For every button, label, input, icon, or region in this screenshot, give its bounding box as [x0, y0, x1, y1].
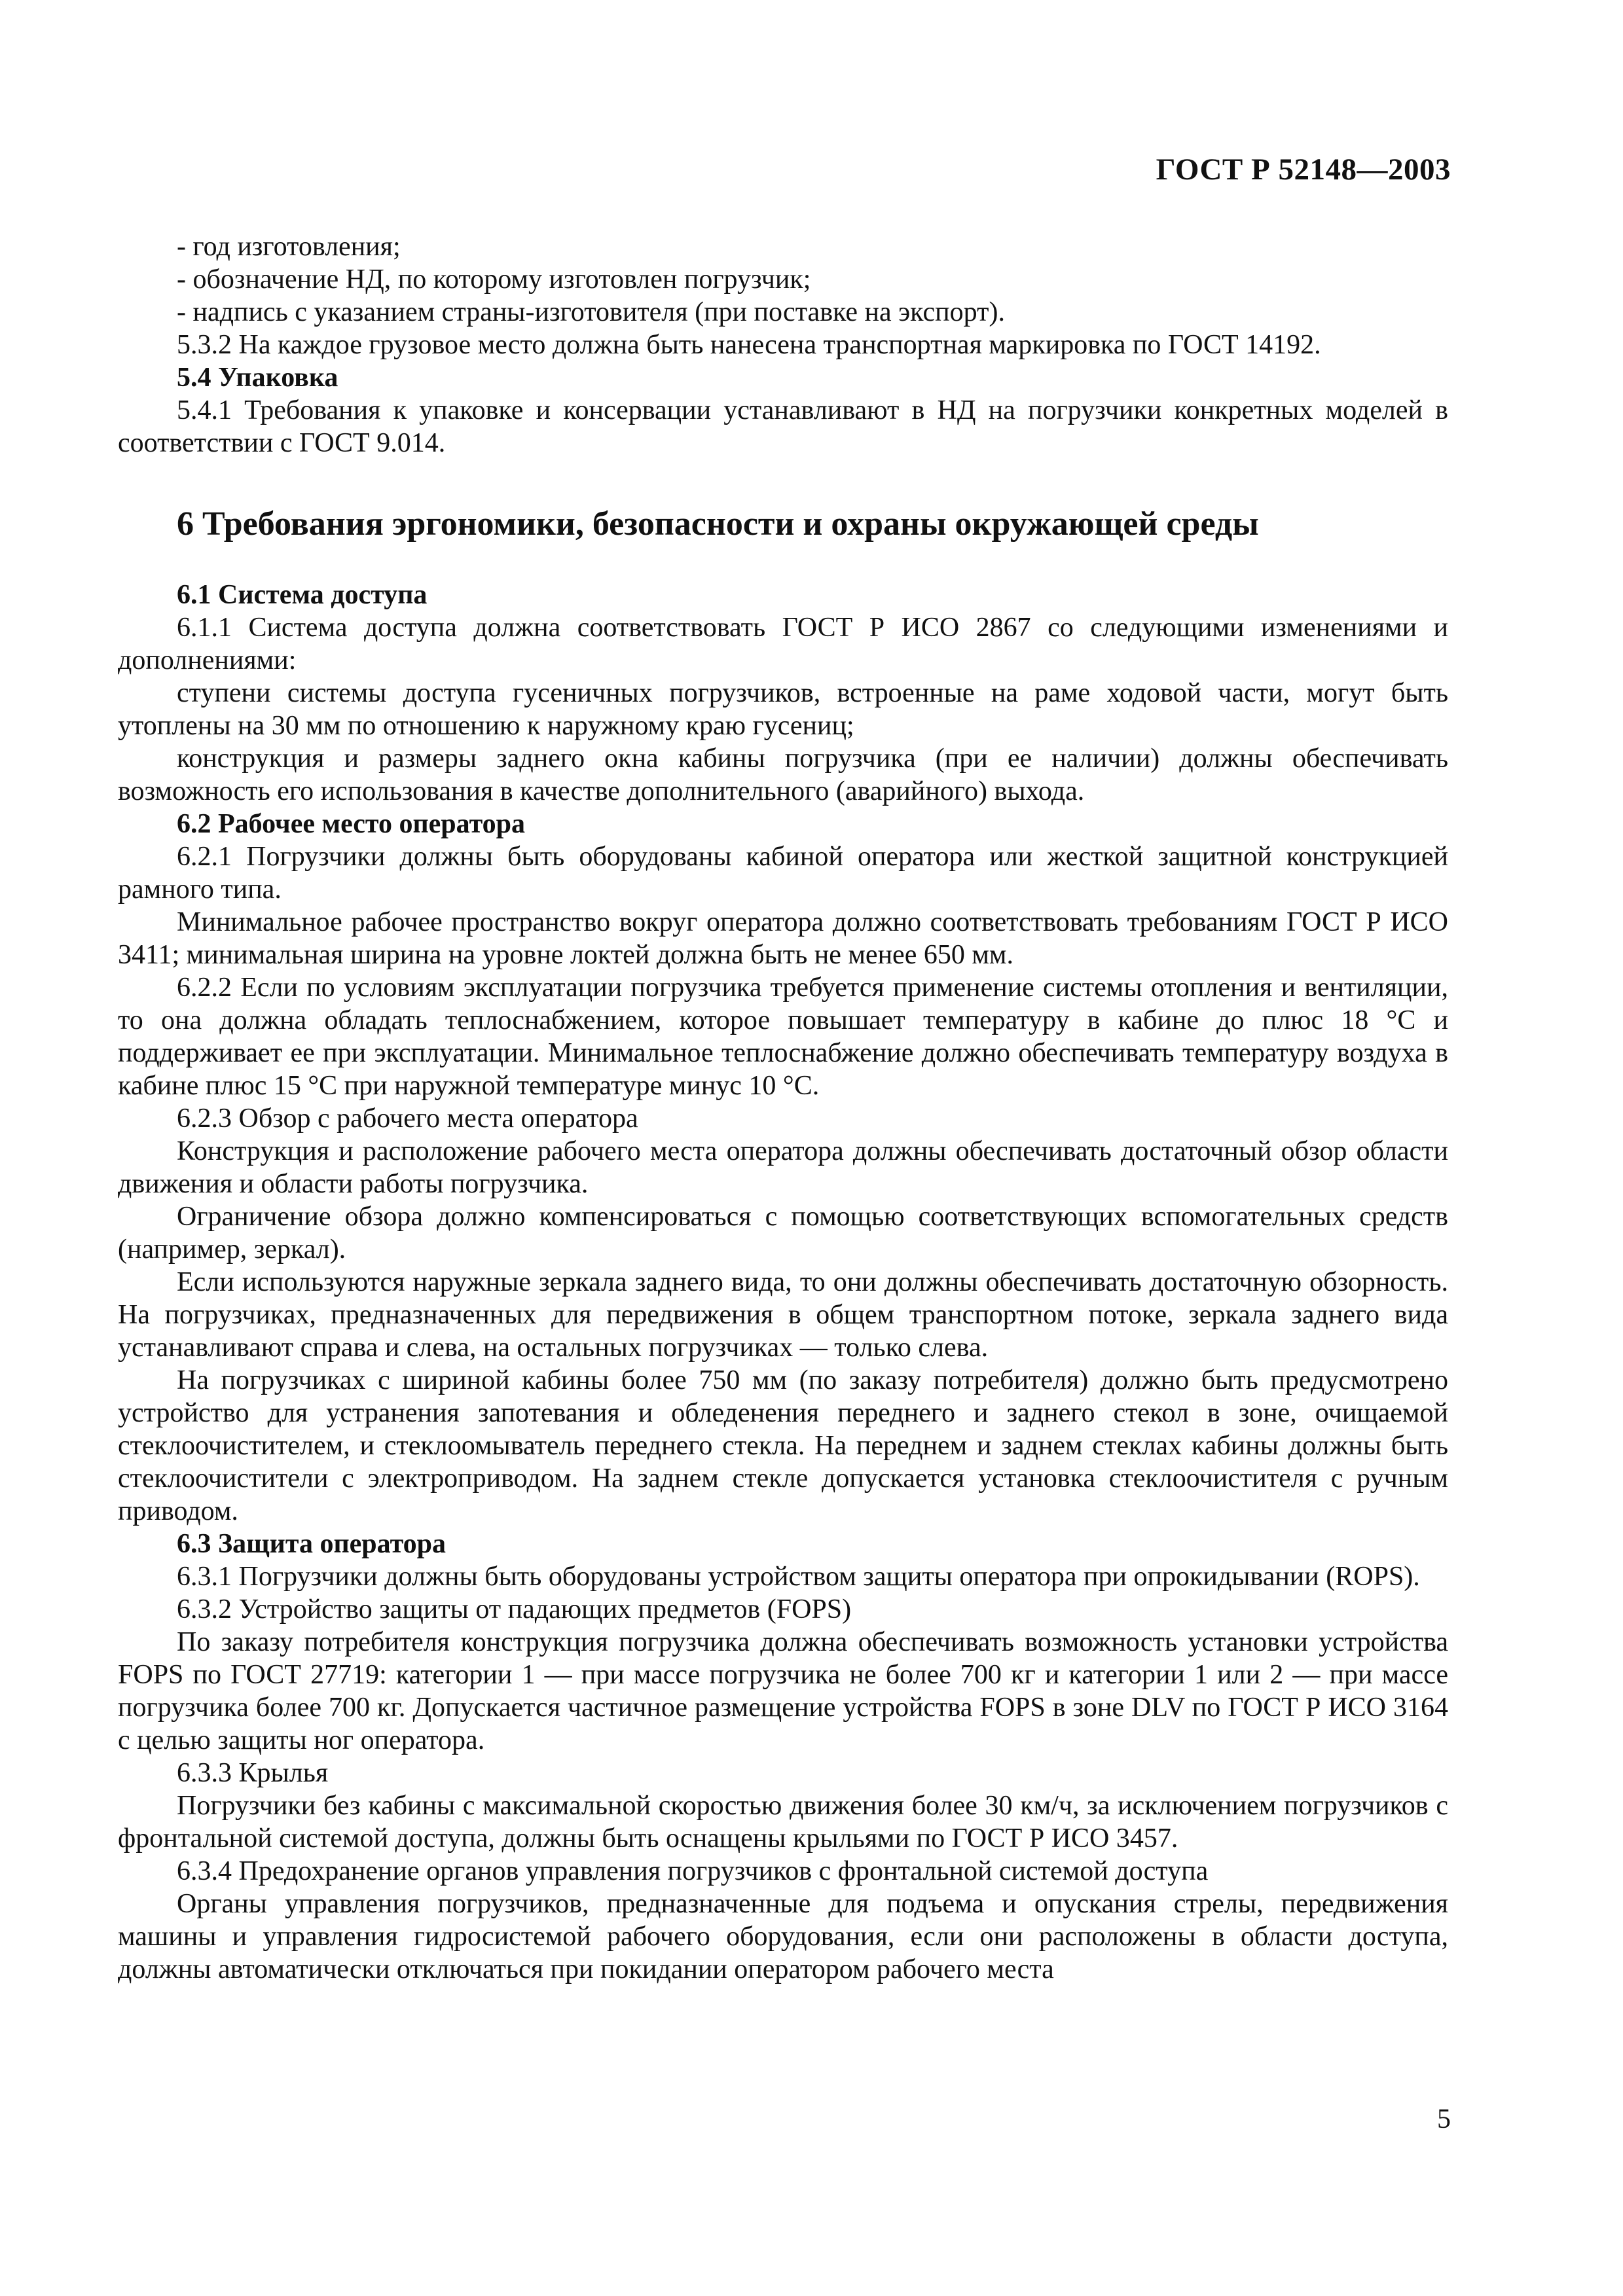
clause-6-3-3: 6.3.3 Крылья [177, 1758, 329, 1788]
document-body [118, 230, 1448, 1986]
paragraph: Конструкция и расположение рабочего места оператора должны обеспечивать достаточный обзор области движения и области работы погрузчика. [118, 1136, 1448, 1199]
subsection-heading-6-2: 6.2 Рабочее место оператора [177, 809, 526, 839]
document-code: ГОСТ Р 52148—2003 [1156, 152, 1451, 187]
subsection-heading-6-3: 6.3 Защита оператора [177, 1529, 447, 1559]
section-heading-6: 6 Требования эргономики, безопасности и охраны окружающей среды [177, 505, 1259, 543]
clause-5-4-1: 5.4.1 Требования к упаковке и консервации устанавливают в НД на погрузчики конкретных моделей в соответствии с ГОСТ 9.014. [118, 395, 1448, 458]
paragraph: Минимальное рабочее пространство вокруг оператора должно соответствовать требованиям ГОСТ Р ИСО 3411; минимальная ширина на уровне локтей должна быть не менее 650 мм. [118, 907, 1448, 970]
clause-6-2-2: 6.2.2 Если по условиям эксплуатации погрузчика требуется применение системы отопления и вентиляции, то она должна обладать теплоснабжением, которое повышает температуру в кабине до плюс 18 °С и поддерживает ее при эксплуатации. Минимальное теплоснабжение должно обеспечивать температуру воздуха в кабине плюс 15 °С при наружной температуре минус 10 °С. [118, 973, 1448, 1101]
paragraph: На погрузчиках с шириной кабины более 750 мм (по заказу потребителя) должно быть предусмотрено устройство для устранения запотевания и обледенения переднего и заднего стекол в зоне, очищаемой стеклоочистителем, и стеклоомыватель переднего стекла. На переднем и заднем стеклах кабины должны быть стеклоочистители с электроприводом. На заднем стекле допускается установка стеклоочистителя с ручным приводом. [118, 1365, 1448, 1526]
clause-6-2-3: 6.2.3 Обзор с рабочего места оператора [177, 1103, 638, 1134]
subsection-heading-5-4: 5.4 Упаковка [177, 363, 338, 393]
clause-6-3-2: 6.3.2 Устройство защиты от падающих предметов (FOPS) [177, 1594, 852, 1624]
clause-6-1-1: 6.1.1 Система доступа должна соответствовать ГОСТ Р ИСО 2867 со следующими изменениями и дополнениями: [118, 613, 1448, 675]
page-number: 5 [1437, 2104, 1451, 2134]
clause-6-2-1: 6.2.1 Погрузчики должны быть оборудованы кабиной оператора или жесткой защитной конструкцией рамного типа. [118, 842, 1448, 905]
paragraph: Погрузчики без кабины с максимальной скоростью движения более 30 км/ч, за исключением погрузчиков с фронтальной системой доступа, должны быть оснащены крыльями по ГОСТ Р ИСО 3457. [118, 1791, 1448, 1854]
paragraph: По заказу потребителя конструкция погрузчика должна обеспечивать возможность установки устройства FOPS по ГОСТ 27719: категории 1 — при массе погрузчика не более 700 кг и категории 1 или 2 — при массе погрузчика более 700 кг. Допускается частичное размещение устройства FOPS в зоне DLV по ГОСТ Р ИСО 3164 с целью защиты ног оператора. [118, 1627, 1448, 1755]
list-item: - год изготовления; [177, 232, 401, 262]
clause-5-3-2: 5.3.2 На каждое грузовое место должна быть нанесена транспортная маркировка по ГОСТ 14192. [177, 330, 1321, 360]
list-item: - надпись с указанием страны-изготовителя (при поставке на экспорт). [177, 297, 1005, 327]
paragraph: Органы управления погрузчиков, предназначенные для подъема и опускания стрелы, передвижения машины и управления гидросистемой рабочего оборудования, если они расположены в области доступа, должны автоматически отключаться при покидании оператором рабочего места [118, 1889, 1448, 1984]
clause-6-3-1: 6.3.1 Погрузчики должны быть оборудованы устройством защиты оператора при опрокидывании (ROPS). [177, 1562, 1420, 1592]
list-item: - обозначение НД, по которому изготовлен погрузчик; [177, 264, 811, 295]
paragraph: Ограничение обзора должно компенсироваться с помощью соответствующих вспомогательных средств (например, зеркал). [118, 1202, 1448, 1265]
paragraph: конструкция и размеры заднего окна кабины погрузчика (при ее наличии) должны обеспечивать возможность его использования в качестве дополнительного (аварийного) выхода. [118, 744, 1448, 806]
paragraph: Если используются наружные зеркала заднего вида, то они должны обеспечивать достаточную обзорность. На погрузчиках, предназначенных для передвижения в общем транспортном потоке, зеркала заднего вида устанавливают справа и слева, на остальных погрузчиках — только слева. [118, 1267, 1448, 1363]
subsection-heading-6-1: 6.1 Система доступа [177, 580, 428, 610]
paragraph: ступени системы доступа гусеничных погрузчиков, встроенные на раме ходовой части, могут быть утоплены на 30 мм по отношению к наружному краю гусениц; [118, 678, 1448, 741]
clause-6-3-4: 6.3.4 Предохранение органов управления погрузчиков с фронтальной системой доступа [177, 1856, 1209, 1886]
